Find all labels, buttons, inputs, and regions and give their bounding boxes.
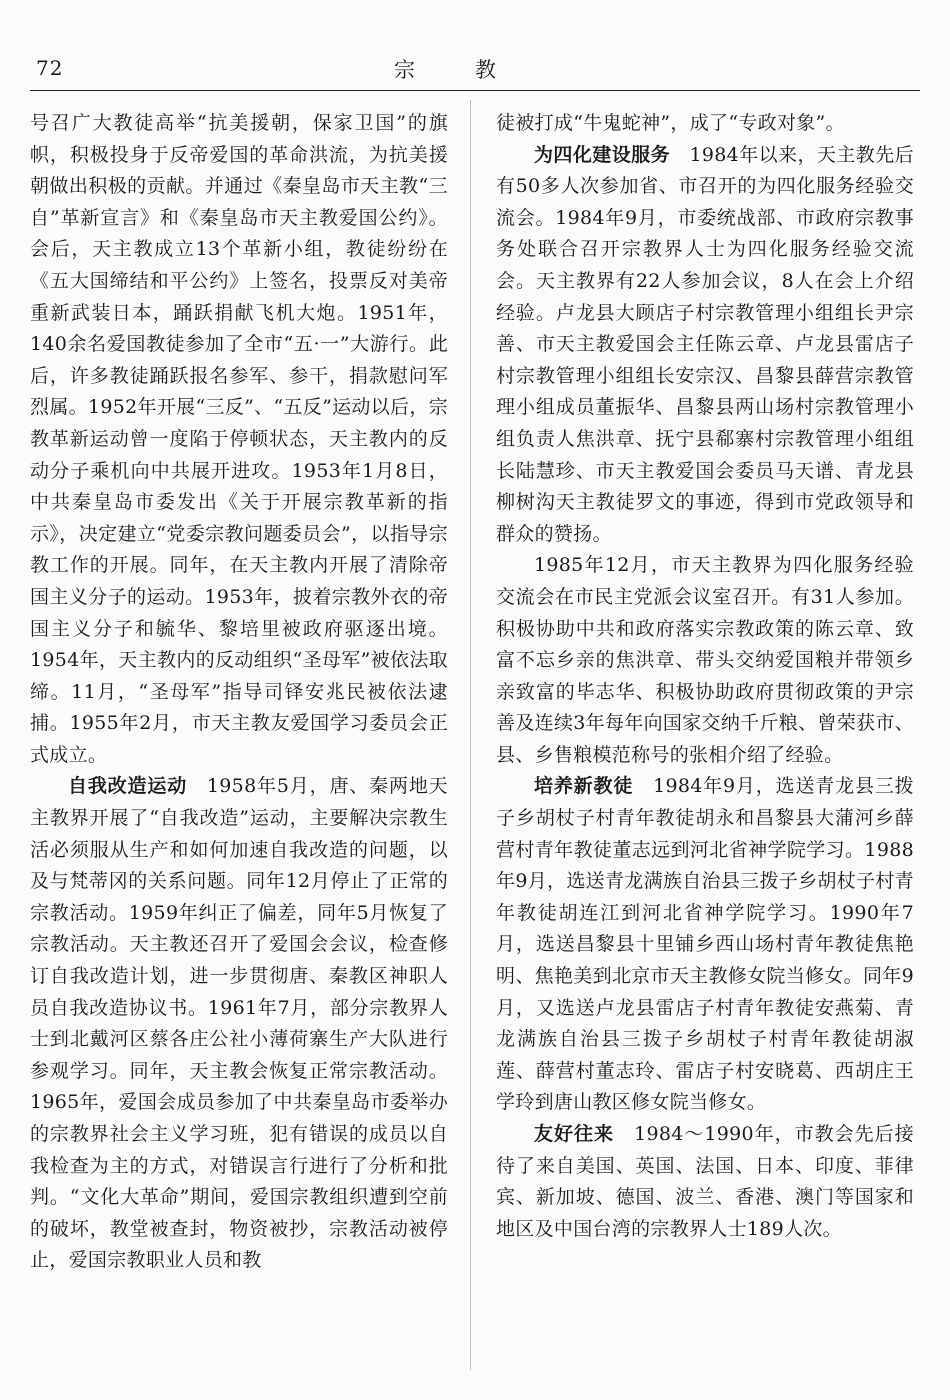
paragraph: 1985年12月，市天主教界为四化服务经验交流会在市民主党派会议室召开。有31人参加。积极协助中共和政府落实宗教政策的陈云章、致富不忘乡亲的焦洪章、带头交纳爱国粮并带领乡亲致富的毕志华、积极协助政府贯彻政策的尹宗善及连续3年每年向国家交纳千斤粮、曾荣获市、县、乡售粮模范称号的张相介绍了经验。 <box>496 554 914 766</box>
paragraph <box>30 771 448 1277</box>
right-column <box>496 108 914 1368</box>
left-column <box>30 108 448 1368</box>
paragraph <box>496 1119 914 1245</box>
paragraph <box>496 771 914 1119</box>
paragraph: 号召广大教徒高举“抗美援朝，保家卫国”的旗帜，积极投身于反帝爱国的革命洪流，为抗美援朝做出积极的贡献。并通过《秦皇岛市天主教“三自”革新宣言》和《秦皇岛市天主教爱国公约》。会后，天主教成立13个革新小组，教徒纷纷在《五大国缔结和平公约》上签名，投票反对美帝重新武装日本，踊跃捐献飞机大炮。1951年，140余名爱国教徒参加了全市“五·一”大游行。此后，许多教徒踊跃报名参军、参干，捐款慰问军烈属。1952年开展“三反”、“五反”运动以后，宗教革新运动曾一度陷于停顿状态，天主教内的反动分子乘机向中共展开进攻。1953年1月8日，中共秦皇岛市委发出《关于开展宗教革新的指示》，决定建立“党委宗教问题委员会”，以指导宗教工作的开展。同年，在天主教内开展了清除帝国主义分子的运动。1953年，披着宗教外衣的帝国主义分子和毓华、黎培里被政府驱逐出境。1954年，天主教内的反动组织“圣母军”被依法取缔。11月，“圣母军”指导司铎安兆民被依法逮捕。1955年2月，市天主教友爱国学习委员会正式成立。 <box>30 112 448 766</box>
paragraph-body: 1984年以来，天主教先后有50多人次参加省、市召开的为四化服务经验交流会。1984年9月，市委统战部、市政府宗教事务处联合召开宗教界人士为四化服务经验交流会。天主教界有22人参加会议，8人在会上介绍经验。卢龙县大顾店子村宗教管理小组组长尹宗善、市天主教爱国会主任陈云章、卢龙县雷店子村宗教管理小组组长安宗汉、昌黎县薛营宗教管理小组成员董振华、昌黎县两山场村宗教管理小组负责人焦洪章、抚宁县郗寨村宗教管理小组组长陆慧珍、市天主教爱国会委员马天谱、青龙县柳树沟天主教徒罗文的事迹，得到市党政领导和群众的赞扬。 <box>496 143 914 545</box>
column-divider <box>470 100 471 1370</box>
paragraph: 徒被打成“牛鬼蛇神”，成了“专政对象”。 <box>496 112 845 134</box>
paragraph <box>496 140 914 551</box>
header-rule <box>30 90 920 91</box>
section-heading: 自我改造运动 <box>68 775 188 798</box>
page-number: 72 <box>36 56 64 80</box>
section-heading: 为四化建设服务 <box>534 143 671 166</box>
section-heading: 培养新教徒 <box>534 775 634 798</box>
section-heading: 友好往来 <box>534 1123 615 1145</box>
page-header <box>0 0 950 90</box>
paragraph-body: 1984～1990年，市教会先后接待了来自美国、英国、法国、日本、印度、菲律宾、新加坡、德国、波兰、香港、澳门等国家和地区及中国台湾的宗教界人士189人次。 <box>496 1123 914 1240</box>
paragraph-body: 1958年5月，唐、秦两地天主教界开展了“自我改造”运动，主要解决宗教生活必须服从生产和如何加速自我改造的问题，以及与梵蒂冈的关系问题。同年12月停止了正常的宗教活动。1959年纠正了偏差，同年5月恢复了宗教活动。天主教还召开了爱国会会议，检查修订自我改造计划，进一步贯彻唐、秦教区神职人员自我改造协议书。1961年7月，部分宗教界人士到北戴河区蔡各庄公社小薄荷寨生产大队进行参观学习。同年，天主教会恢复正常宗教活动。1965年，爱国会成员参加了中共秦皇岛市委举办的宗教界社会主义学习班，犯有错误的成员以自我检查为主的方式，对错误言行进行了分析和批判。“文化大革命”期间，爱国宗教组织遭到空前的破坏，教堂被查封，物资被抄，宗教活动被停止，爱国宗教职业人员和教 <box>30 775 448 1272</box>
running-title: 宗教 <box>394 58 556 82</box>
paragraph-body: 1984年9月，选送青龙县三拨子乡胡杖子村青年教徒胡永和昌黎县大蒲河乡薛营村青年教徒董志远到河北省神学院学习。1988年9月，选送青龙满族自治县三拨子乡胡杖子村青年教徒胡连江到河北省神学院学习。1990年7月，选送昌黎县十里铺乡西山场村青年教徒焦艳明、焦艳美到北京市天主教修女院当修女。同年9月，又选送卢龙县雷店子村青年教徒安燕菊、青龙满族自治县三拨子乡胡杖子村青年教徒胡淑莲、薛营村董志玲、雷店子村安晓葛、西胡庄王学玲到唐山教区修女院当修女。 <box>496 775 914 1114</box>
